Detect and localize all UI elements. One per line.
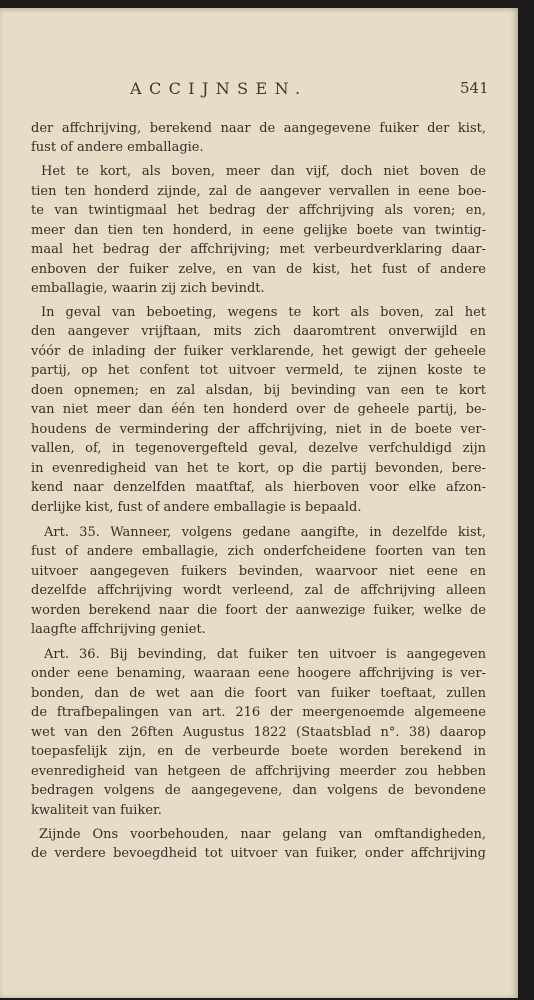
text-line: evenredigheid van hetgeen de affchrijving meerder zou hebben bbox=[31, 764, 486, 779]
text-line: Art. 35. Wanneer, volgens gedane aangifte, in dezelfde kist, bbox=[44, 525, 486, 540]
text-line: bedragen volgens de aangegevene, dan volgens de bevondene bbox=[31, 783, 486, 798]
text-line: doen opnemen; en zal alsdan, bij bevinding van een te kort bbox=[31, 383, 486, 398]
text-line: toepasfelijk zijn, en de verbeurde boete worden berekend in bbox=[31, 744, 486, 759]
text-line: vóór de inlading der fuiker verklarende, het gewigt der geheele bbox=[31, 344, 486, 359]
text-line: de verdere bevoegdheid tot uitvoer van fuiker, onder affchrijving bbox=[31, 846, 486, 861]
text-line: maal het bedrag der affchrijving; met verbeurdverklaring daar- bbox=[31, 242, 486, 257]
text-line: worden berekend naar die foort der aanwezige fuiker, welke de bbox=[31, 603, 486, 618]
text-line: In geval van beboeting, wegens te kort als boven, zal het bbox=[41, 305, 486, 320]
text-line: kwaliteit van fuiker. bbox=[31, 803, 162, 818]
running-head: ACCIJNSEN. bbox=[130, 79, 308, 98]
text-line: tien ten honderd zijnde, zal de aangever vervallen in eene boe- bbox=[31, 184, 486, 199]
text-line: te van twintigmaal het bedrag der affchrijving als voren; en, bbox=[31, 203, 486, 218]
text-line: in evenredigheid van het te kort, op die partij bevonden, bere- bbox=[31, 461, 486, 476]
text-line: houdens de vermindering der affchrijving, niet in de boete ver- bbox=[31, 422, 486, 437]
text-line: meer dan tien ten honderd, in eene gelijke boete van twintig- bbox=[31, 223, 486, 238]
text-line: bonden, dan de wet aan die foort van fuiker toeftaat, zullen bbox=[31, 686, 486, 701]
text-line: fust of andere emballagie. bbox=[31, 140, 204, 155]
text-line: uitvoer aangegeven fuikers bevinden, waarvoor niet eene en bbox=[31, 564, 486, 579]
text-line: wet van den 26ften Augustus 1822 (Staatsblad n°. 38) daarop bbox=[31, 725, 486, 740]
text-line: laagfte affchrijving geniet. bbox=[31, 622, 206, 637]
text-line: partij, op het confent tot uitvoer vermeld, te zijnen koste te bbox=[31, 363, 486, 378]
text-line: de ftrafbepalingen van art. 216 der meergenoemde algemeene bbox=[31, 705, 486, 720]
page-number: 541 bbox=[460, 79, 489, 97]
text-line: Zijnde Ons voorbehouden, naar gelang van omftandigheden, bbox=[39, 827, 486, 842]
text-line: Art. 36. Bij bevinding, dat fuiker ten uitvoer is aangegeven bbox=[44, 647, 486, 662]
text-line: enboven der fuiker zelve, en van de kist, het fust of andere bbox=[31, 262, 486, 277]
text-line: den aangever vrijftaan, mits zich daaromtrent onverwijld en bbox=[31, 324, 486, 339]
text-line: Het te kort, als boven, meer dan vijf, doch niet boven de bbox=[41, 164, 486, 179]
text-line: onder eene benaming, waaraan eene hoogere affchrijving is ver- bbox=[31, 666, 486, 681]
text-line: kend naar denzelfden maatftaf, als hierboven voor elke afzon- bbox=[31, 480, 486, 495]
text-line: derlijke kist, fust of andere emballagie is bepaald. bbox=[31, 500, 362, 515]
text-line: dezelfde affchrijving wordt verleend, zal de affchrijving alleen bbox=[31, 583, 486, 598]
text-line: van niet meer dan één ten honderd over de geheele partij, be- bbox=[31, 402, 486, 417]
text-line: der affchrijving, berekend naar de aangegevene fuiker der kist, bbox=[31, 121, 486, 136]
text-line: emballagie, waarin zij zich bevindt. bbox=[31, 281, 265, 296]
text-line: vallen, of, in tegenovergefteld geval, dezelve verfchuldigd zijn bbox=[31, 441, 486, 456]
text-line: fust of andere emballagie, zich onderfcheidene foorten van ten bbox=[31, 544, 486, 559]
